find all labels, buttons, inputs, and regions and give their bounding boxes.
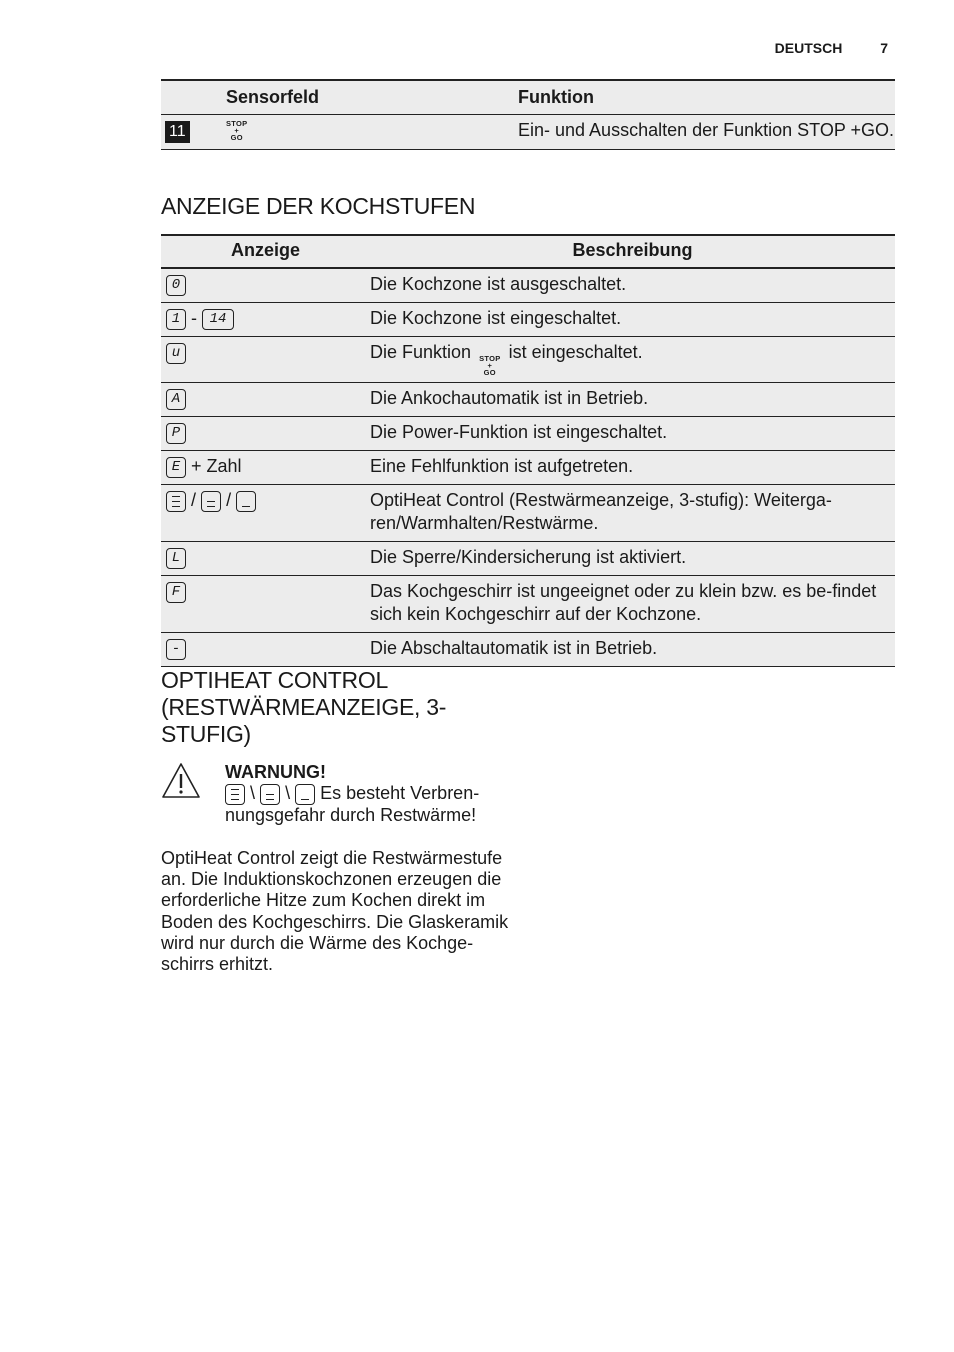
row-description: Eine Fehlfunktion ist aufgetreten. (370, 456, 634, 476)
row-description: Die Power-Funktion ist eingeschaltet. (370, 422, 668, 442)
residual-heat-1-icon (295, 784, 315, 805)
table-row (161, 417, 895, 451)
table-row (161, 114, 895, 149)
col-beschreibung: Beschreibung (572, 240, 693, 260)
sensor-table (161, 79, 895, 150)
display-symbol-icon: E (166, 457, 186, 478)
row-description: Die Funktion STOP + GO ist eingeschaltet. (370, 342, 643, 377)
residual-heat-1-icon (236, 491, 256, 512)
page-number: 7 (880, 40, 888, 56)
row-function: Ein- und Ausschalten der Funktion STOP +GO. (518, 119, 895, 140)
display-symbol-icon: L (166, 548, 186, 569)
sensor-table-header (161, 80, 895, 114)
row-description: Die Ankochautomatik ist in Betrieb. (370, 388, 649, 408)
header-language: DEUTSCH (774, 40, 843, 56)
row-description: Das Kochgeschirr ist ungeeignet oder zu klein bzw. es be-findet sich kein Kochgeschirr auf der Kochzone. (370, 581, 877, 624)
table-row: 1 - 14 Die Kochzone ist eingeschaltet. (161, 303, 895, 337)
stop-go-icon: STOP + GO (226, 119, 248, 143)
residual-heat-2-icon (260, 784, 280, 805)
residual-heat-3-icon (225, 784, 245, 805)
row-description: Die Kochzone ist eingeschaltet. (370, 308, 622, 328)
display-symbol-icon: A (166, 389, 186, 410)
row-description: OptiHeat Control (Restwärmeanzeige, 3-stufig): Weiterga-ren/Warmhalten/Restwärme. (370, 490, 832, 533)
table-row (161, 383, 895, 417)
table-row (161, 576, 895, 633)
row-description: Die Kochzone ist ausgeschaltet. (370, 274, 627, 294)
residual-heat-3-icon (166, 491, 186, 512)
warning-triangle-icon (161, 762, 201, 800)
display-table-header (161, 235, 895, 268)
col-funktion: Funktion (518, 87, 594, 107)
stop-go-icon: STOP + GO (479, 354, 501, 377)
display-symbol-icon: - (166, 639, 186, 660)
body-paragraph: OptiHeat Control zeigt die Restwärmestufe an. Die Induktionskochzonen erzeugen die erforderliche Hitze zum Kochen direkt im Boden des Kochgeschirrs. Die Glaskeramik wird nur durch die Wärme des Kochge-schirrs erhitzt. (161, 848, 509, 975)
table-row (161, 542, 895, 576)
page-header (775, 40, 888, 56)
table-row (161, 268, 895, 303)
col-sensorfeld: Sensorfeld (226, 87, 320, 107)
section-title-kochstufen: ANZEIGE DER KOCHSTUFEN (161, 193, 476, 219)
display-symbol-icon: u (166, 343, 186, 364)
display-table (161, 234, 895, 667)
section-title-optiheat: OPTIHEAT CONTROL (RESTWÄRMEANZEIGE, 3-STUFIG) (161, 667, 447, 747)
display-symbol-icon: 14 (202, 309, 234, 330)
display-symbol-icon: P (166, 423, 186, 444)
display-symbol-icon: 1 (166, 309, 186, 330)
display-symbol-icon: 0 (166, 275, 186, 296)
col-anzeige: Anzeige (230, 240, 300, 260)
table-row (161, 633, 895, 667)
display-symbol-icon: F (166, 582, 186, 603)
row-number-badge: 11 (165, 121, 190, 143)
table-row (161, 337, 895, 383)
warning-text: Es besteht Verbren-nungsgefahr durch Restwärme! (225, 783, 480, 825)
table-row: E + Zahl Eine Fehlfunktion ist aufgetreten. (161, 451, 895, 485)
residual-heat-2-icon (201, 491, 221, 512)
row-description: Die Sperre/Kindersicherung ist aktiviert. (370, 547, 687, 567)
table-row: / / OptiHeat Control (Restwärmeanzeige, 3-stufig): Weiterga-ren/Warmhalten/Restwärme. (161, 485, 895, 542)
row-description: Die Abschaltautomatik ist in Betrieb. (370, 638, 658, 658)
warning-title: WARNUNG! (225, 762, 326, 782)
